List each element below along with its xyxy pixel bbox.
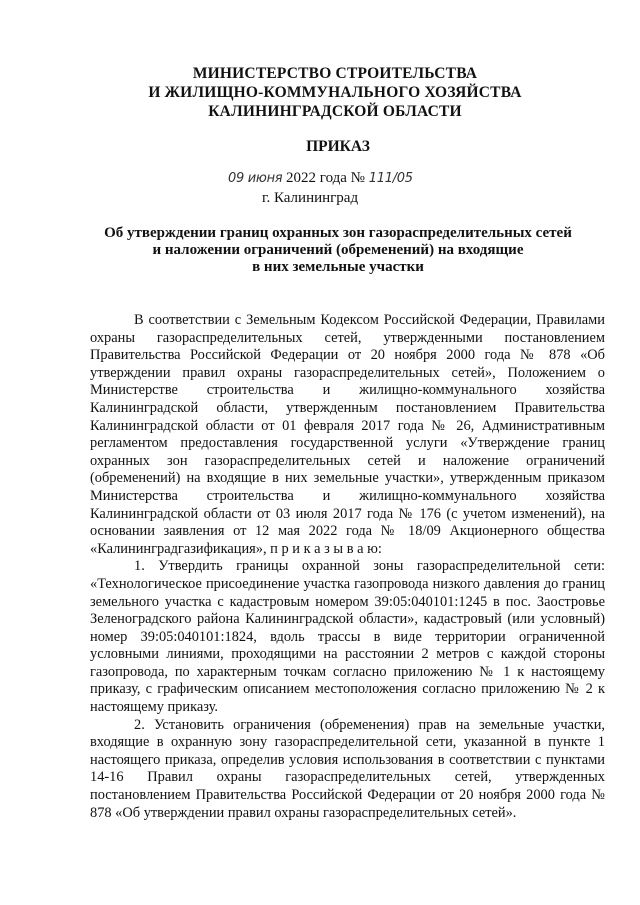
handwritten-date: 09 июня (228, 171, 283, 186)
ministry-line-1: МИНИСТЕРСТВО СТРОИТЕЛЬСТВА (192, 65, 478, 82)
subject-line-3: в них земельные участки (252, 259, 424, 275)
subject-line-1: Об утверждении границ охранных зон газораспределительных сетей (104, 225, 572, 241)
ministry-line-3: КАЛИНИНГРАДСКОЙ ОБЛАСТИ (208, 103, 462, 120)
paragraph-item-2: 2. Установить ограничения (обременения) прав на земельные участки, входящие в охранную зону газораспределительной сети, указанной в пункте 1 настоящего приказа, определив условия использования в соответствии с пунктами 14-16 Правил охраны газораспределительных сетей, утвержденных постановлением Правительства Российской Федерации от 20 ноября 2000 года № 878 «Об утверждении правил охраны газораспределительных сетей». (90, 716, 605, 821)
printed-date: 2022 года № (286, 170, 365, 186)
order-body (90, 312, 605, 822)
city-label: г. Калининград (262, 190, 359, 206)
paragraph-item-1: 1. Утвердить границы охранной зоны газораспределительной сети: «Технологическое присоединение участка газопровода низкого давления до границ земельного участка с кадастровым номером 39:05:040101:1245 в пос. Заостровье Зеленоградского района Калининградской области», кадастровый (или условный) номер 39:05:040101:1824, вдоль трассы в виде территории ограниченной условными линиями, проходящими на расстоянии 2 метров с каждой стороны газопровода, по характерным точкам согласно приложению № 1 к настоящему приказу, с графическим описанием местоположения согласно приложению № 2 к настоящему приказу. (90, 558, 605, 716)
subject-line-2: и наложении ограничений (обременений) на входящие (152, 242, 524, 258)
document-type-title: ПРИКАЗ (306, 138, 370, 155)
handwritten-order-number: 111/05 (368, 171, 413, 186)
order-date-line (228, 170, 488, 187)
ministry-line-2: И ЖИЛИЩНО-КОММУНАЛЬНОГО ХОЗЯЙСТВА (148, 84, 522, 101)
order-subject (0, 225, 640, 276)
paragraph-preamble: В соответствии с Земельным Кодексом Российской Федерации, Правилами охраны газораспределительных сетей, утвержденными постановлением Правительства Российской Федерации от 20 ноября 2000 года № 878 «Об утверждении правил охраны газораспределительных сетей», Положением о Министерстве строительства и жилищно-коммунального хозяйства Калининградской области, утвержденным постановлением Правительства Калининградской области от 01 февраля 2017 года № 26, Административным регламентом предоставления государственной услуги «Утверждение границ охранных зон газораспределительных сетей и наложение ограничений (обременений) на входящие в них земельные участки», утвержденным приказом Министерства строительства и жилищно-коммунального хозяйства Калининградской области от 03 июля 2017 года № 176 (с учетом изменений), на основании заявления от 12 мая 2022 года № 18/09 Акционерного общества «Калининградгазификация», п р и к а з ы в а ю: (90, 312, 605, 557)
ministry-header (0, 64, 640, 121)
